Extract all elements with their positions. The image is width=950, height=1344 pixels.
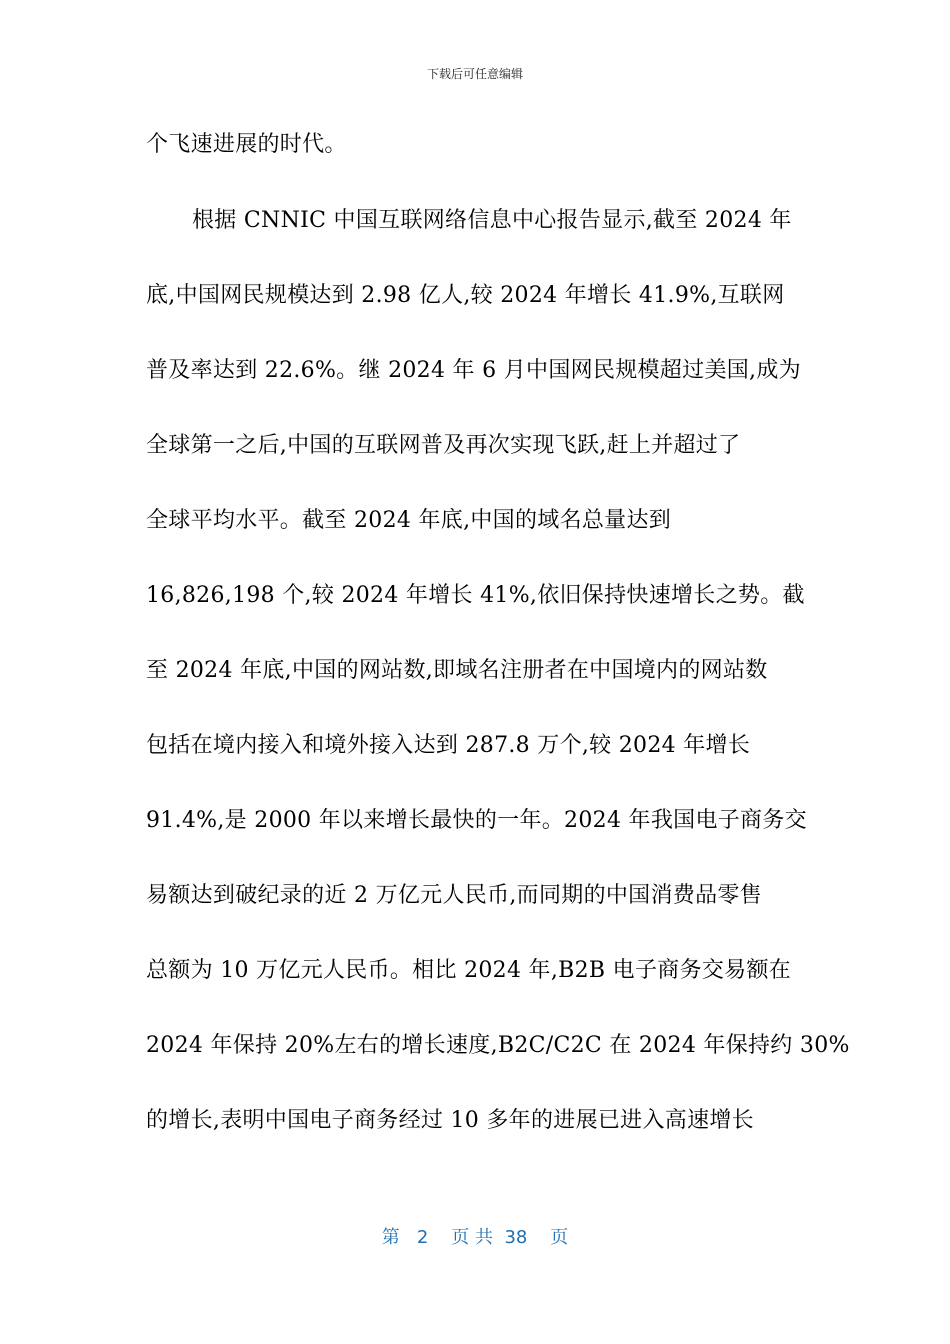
page-footer: [0, 1226, 950, 1250]
text-line: 总额为 10 万亿元人民币。相比 2024 年,B2B 电子商务交易额在: [146, 958, 792, 983]
text-line: 2024 年保持 20%左右的增长速度,B2C/C2C 在 2024 年保持约 30%: [146, 1033, 850, 1058]
text-line: 的增长,表明中国电子商务经过 10 多年的进展已进入高速增长: [146, 1108, 754, 1133]
text-line: 根据 CNNIC 中国互联网络信息中心报告显示,截至 2024 年: [192, 208, 792, 233]
page-header-note: 下载后可任意编辑: [426, 67, 523, 81]
text-line: 普及率达到 22.6%。继 2024 年 6 月中国网民规模超过美国,成为: [146, 358, 801, 383]
text-line: 易额达到破纪录的近 2 万亿元人民币,而同期的中国消费品零售: [146, 883, 762, 908]
text-line: 个飞速进展的时代。: [146, 132, 347, 157]
text-line: 全球平均水平。截至 2024 年底,中国的域名总量达到: [146, 508, 672, 533]
text-line: 16,826,198 个,较 2024 年增长 41%,依旧保持快速增长之势。截: [146, 583, 805, 608]
text-line: 包括在境内接入和境外接入达到 287.8 万个,较 2024 年增长: [146, 733, 751, 758]
footer-total-label: 页 共: [451, 1227, 493, 1248]
footer-total-pages: 38: [504, 1227, 528, 1248]
footer-page-number: 2: [416, 1227, 429, 1248]
footer-page-label: 第: [381, 1227, 400, 1248]
text-line: 至 2024 年底,中国的网站数,即域名注册者在中国境内的网站数: [146, 658, 768, 683]
text-line: 底,中国网民规模达到 2.98 亿人,较 2024 年增长 41.9%,互联网: [146, 283, 785, 308]
text-line: 91.4%,是 2000 年以来增长最快的一年。2024 年我国电子商务交: [146, 808, 807, 833]
footer-page-suffix: 页: [550, 1227, 569, 1248]
text-line: 全球第一之后,中国的互联网普及再次实现飞跃,赶上并超过了: [146, 433, 741, 458]
